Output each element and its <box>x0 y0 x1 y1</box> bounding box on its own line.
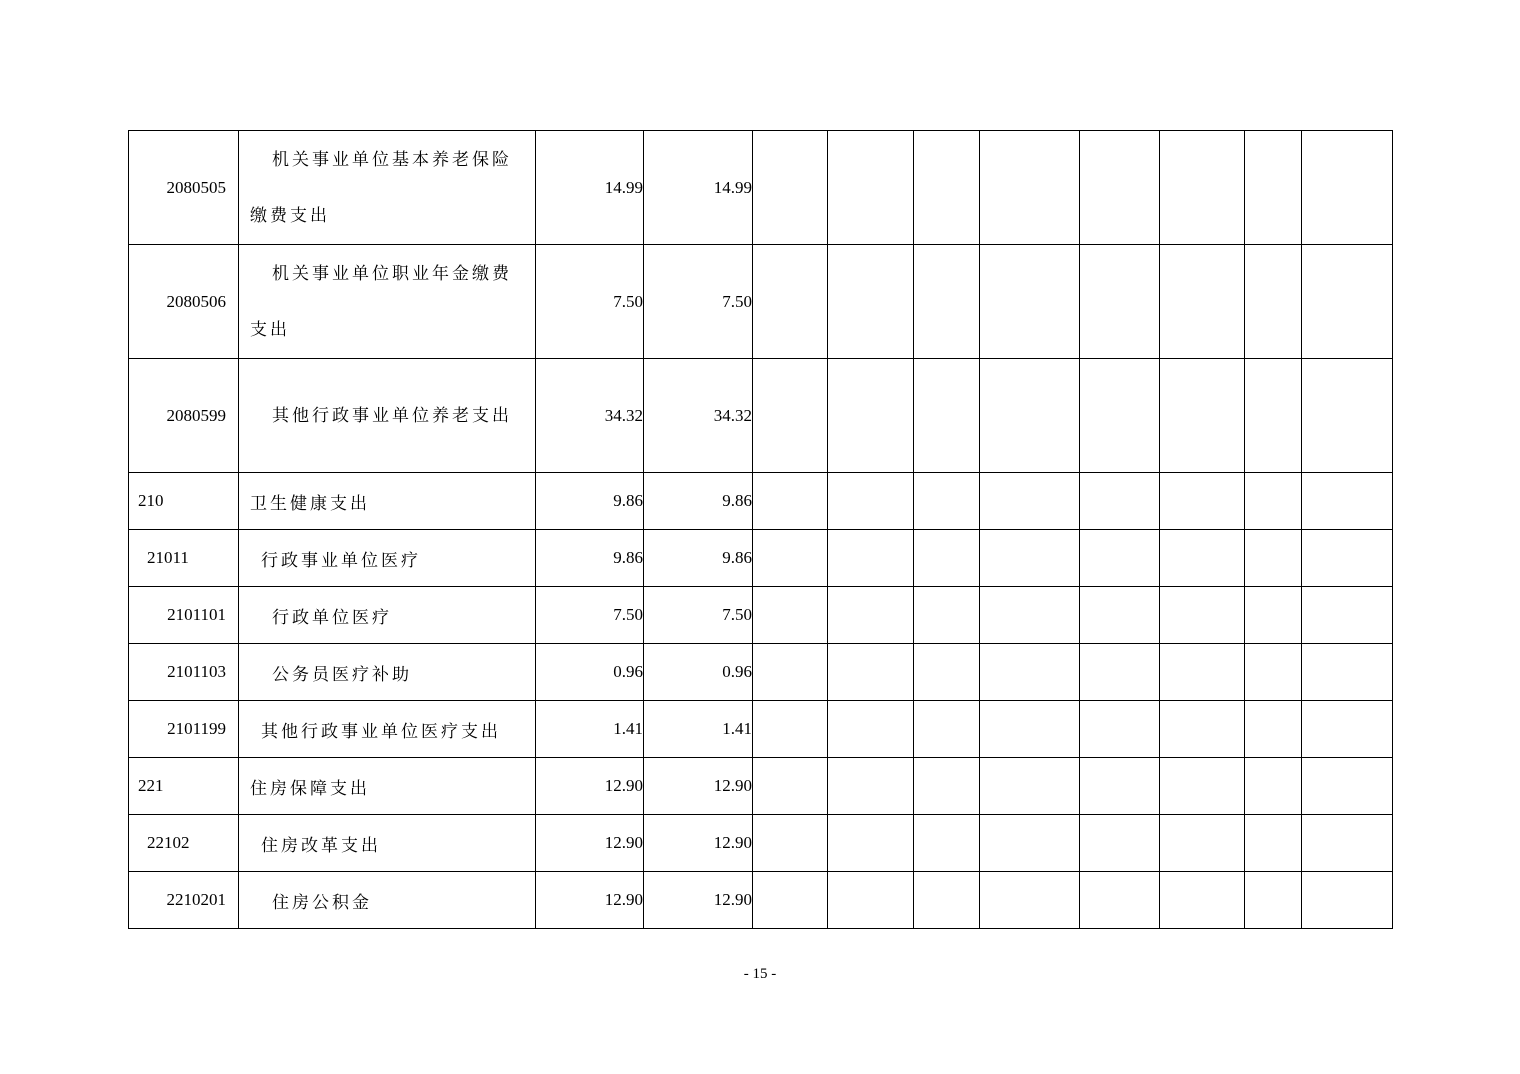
basic-amount: 0.96 <box>644 644 753 701</box>
empty-cell <box>1302 701 1393 758</box>
table-row <box>129 473 1393 530</box>
subject-name: 机关事业单位基本养老保险缴费支出 <box>239 131 536 245</box>
basic-amount: 1.41 <box>644 701 753 758</box>
empty-cell <box>1080 359 1160 473</box>
empty-cell <box>1245 131 1302 245</box>
subject-code: 22102 <box>129 815 239 872</box>
subject-code: 221 <box>129 758 239 815</box>
empty-cell <box>828 872 914 929</box>
empty-cell <box>914 815 980 872</box>
empty-cell <box>914 245 980 359</box>
empty-cell <box>1080 758 1160 815</box>
empty-cell <box>828 758 914 815</box>
empty-cell <box>753 758 828 815</box>
empty-cell <box>1302 245 1393 359</box>
empty-cell <box>1080 815 1160 872</box>
table-row <box>129 131 1393 245</box>
empty-cell <box>980 359 1080 473</box>
total-amount: 7.50 <box>536 587 644 644</box>
total-amount: 34.32 <box>536 359 644 473</box>
subject-name: 其他行政事业单位医疗支出 <box>239 701 536 758</box>
subject-code: 2101103 <box>129 644 239 701</box>
empty-cell <box>980 530 1080 587</box>
empty-cell <box>1245 644 1302 701</box>
total-amount: 12.90 <box>536 758 644 815</box>
empty-cell <box>1245 530 1302 587</box>
total-amount: 12.90 <box>536 872 644 929</box>
empty-cell <box>980 815 1080 872</box>
empty-cell <box>753 473 828 530</box>
empty-cell <box>753 587 828 644</box>
subject-name: 住房改革支出 <box>239 815 536 872</box>
total-amount: 12.90 <box>536 815 644 872</box>
empty-cell <box>828 131 914 245</box>
empty-cell <box>753 359 828 473</box>
empty-cell <box>1160 872 1245 929</box>
empty-cell <box>828 644 914 701</box>
empty-cell <box>1245 701 1302 758</box>
empty-cell <box>1245 359 1302 473</box>
total-amount: 7.50 <box>536 245 644 359</box>
empty-cell <box>753 245 828 359</box>
empty-cell <box>1080 131 1160 245</box>
basic-amount: 7.50 <box>644 245 753 359</box>
total-amount: 9.86 <box>536 530 644 587</box>
table-row <box>129 872 1393 929</box>
empty-cell <box>1080 872 1160 929</box>
empty-cell <box>914 530 980 587</box>
page-number: - 15 - <box>743 966 777 982</box>
empty-cell <box>1080 701 1160 758</box>
table-row <box>129 644 1393 701</box>
basic-amount: 9.86 <box>644 530 753 587</box>
subject-name: 住房保障支出 <box>239 758 536 815</box>
empty-cell <box>1245 815 1302 872</box>
empty-cell <box>914 473 980 530</box>
basic-amount: 9.86 <box>644 473 753 530</box>
total-amount: 14.99 <box>536 131 644 245</box>
empty-cell <box>1302 815 1393 872</box>
empty-cell <box>1080 644 1160 701</box>
subject-code: 21011 <box>129 530 239 587</box>
empty-cell <box>1080 245 1160 359</box>
empty-cell <box>1302 359 1393 473</box>
table-row <box>129 815 1393 872</box>
total-amount: 0.96 <box>536 644 644 701</box>
empty-cell <box>1245 473 1302 530</box>
empty-cell <box>914 872 980 929</box>
empty-cell <box>1160 701 1245 758</box>
empty-cell <box>1302 473 1393 530</box>
empty-cell <box>753 701 828 758</box>
empty-cell <box>980 872 1080 929</box>
empty-cell <box>980 701 1080 758</box>
subject-name: 行政事业单位医疗 <box>239 530 536 587</box>
table-row <box>129 758 1393 815</box>
empty-cell <box>914 758 980 815</box>
empty-cell <box>753 530 828 587</box>
empty-cell <box>914 587 980 644</box>
empty-cell <box>1302 758 1393 815</box>
empty-cell <box>980 644 1080 701</box>
empty-cell <box>753 872 828 929</box>
empty-cell <box>1160 359 1245 473</box>
empty-cell <box>828 530 914 587</box>
table-row <box>129 587 1393 644</box>
basic-amount: 14.99 <box>644 131 753 245</box>
empty-cell <box>914 644 980 701</box>
empty-cell <box>1160 644 1245 701</box>
subject-code: 210 <box>129 473 239 530</box>
empty-cell <box>914 701 980 758</box>
subject-name: 住房公积金 <box>239 872 536 929</box>
table-row <box>129 359 1393 473</box>
subject-name: 其他行政事业单位养老支出 <box>239 359 536 473</box>
empty-cell <box>1302 131 1393 245</box>
basic-amount: 12.90 <box>644 872 753 929</box>
basic-amount: 12.90 <box>644 758 753 815</box>
empty-cell <box>1245 587 1302 644</box>
basic-amount: 34.32 <box>644 359 753 473</box>
empty-cell <box>1302 872 1393 929</box>
subject-name: 公务员医疗补助 <box>239 644 536 701</box>
empty-cell <box>1160 758 1245 815</box>
subject-code: 2210201 <box>129 872 239 929</box>
empty-cell <box>753 644 828 701</box>
empty-cell <box>1302 530 1393 587</box>
subject-code: 2080505 <box>129 131 239 245</box>
table-row <box>129 701 1393 758</box>
empty-cell <box>828 245 914 359</box>
subject-code: 2101101 <box>129 587 239 644</box>
empty-cell <box>1302 587 1393 644</box>
empty-cell <box>828 815 914 872</box>
table-row <box>129 530 1393 587</box>
table-row <box>129 245 1393 359</box>
empty-cell <box>828 587 914 644</box>
empty-cell <box>914 131 980 245</box>
empty-cell <box>828 701 914 758</box>
empty-cell <box>1302 644 1393 701</box>
empty-cell <box>1160 131 1245 245</box>
subject-name: 卫生健康支出 <box>239 473 536 530</box>
empty-cell <box>753 131 828 245</box>
total-amount: 1.41 <box>536 701 644 758</box>
empty-cell <box>1160 245 1245 359</box>
subject-code: 2101199 <box>129 701 239 758</box>
empty-cell <box>1245 758 1302 815</box>
empty-cell <box>1160 530 1245 587</box>
basic-amount: 12.90 <box>644 815 753 872</box>
empty-cell <box>753 815 828 872</box>
empty-cell <box>980 758 1080 815</box>
empty-cell <box>1160 473 1245 530</box>
empty-cell <box>980 473 1080 530</box>
subject-name: 行政单位医疗 <box>239 587 536 644</box>
empty-cell <box>1245 872 1302 929</box>
empty-cell <box>1245 245 1302 359</box>
empty-cell <box>980 245 1080 359</box>
empty-cell <box>1080 530 1160 587</box>
empty-cell <box>1160 587 1245 644</box>
empty-cell <box>914 359 980 473</box>
empty-cell <box>1160 815 1245 872</box>
budget-table <box>128 130 1393 929</box>
total-amount: 9.86 <box>536 473 644 530</box>
empty-cell <box>828 359 914 473</box>
empty-cell <box>980 587 1080 644</box>
empty-cell <box>980 131 1080 245</box>
basic-amount: 7.50 <box>644 587 753 644</box>
empty-cell <box>828 473 914 530</box>
empty-cell <box>1080 587 1160 644</box>
empty-cell <box>1080 473 1160 530</box>
subject-code: 2080599 <box>129 359 239 473</box>
subject-code: 2080506 <box>129 245 239 359</box>
subject-name: 机关事业单位职业年金缴费支出 <box>239 245 536 359</box>
